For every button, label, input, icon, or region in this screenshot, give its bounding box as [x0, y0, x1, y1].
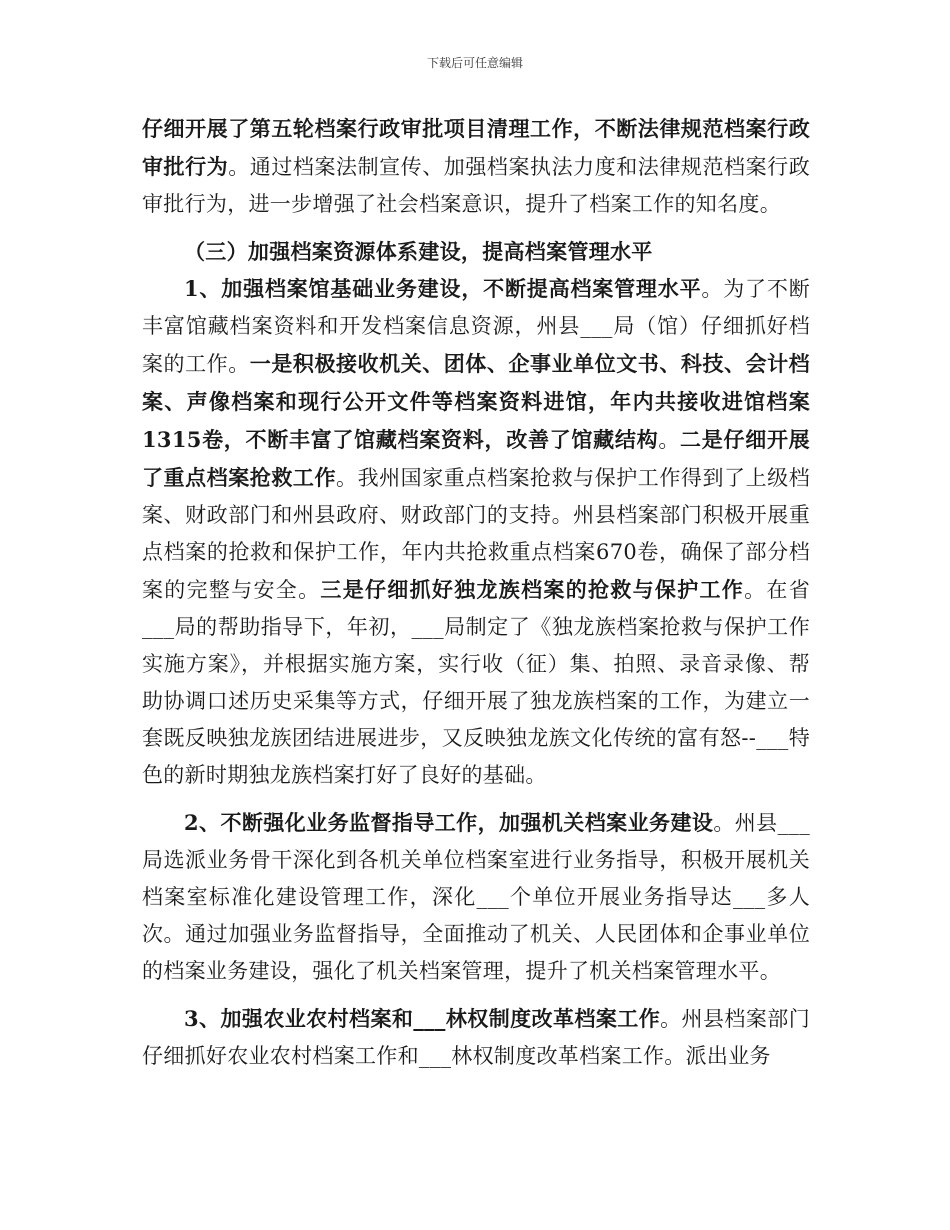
paragraph-text: 。在省___局的帮助指导下，年初，___局制定了《独龙族档案抢救与保护工作实施方案》，并根据实施方案，实行收（征）集、拍照、录音录像、帮助协调口述历史采集等方式，仔细开展了独龙族档案的工作，为建立一套既反映独龙族团结进展进步，又反映独龙族文化传统的富有怒--___特色的新时期独龙族档案打好了良好的基础。: [142, 578, 811, 787]
paragraph-text: 。通过档案法制宣传、加强档案执法力度和法律规范档案行政审批行为，进一步增强了社会档案意识，提升了档案工作的知名度。: [142, 155, 810, 216]
paragraph-bold-point-3: 三是仔细抓好独龙族档案的抢救与保护工作: [320, 577, 745, 602]
paragraph-text: 。为了不断丰富馆藏档案资料和开发档案信息资源，州县___局（馆）仔细抓好档案的工作。: [142, 277, 811, 376]
section-heading-3: （三）加强档案资源体系建设，提高档案管理水平: [184, 239, 653, 264]
paragraph-text: 。州县档案部门仔细抓好农业农村档案工作和___林权制度改革档案工作。派出业务: [142, 1007, 810, 1068]
paragraph-rural-archives: [142, 1000, 810, 1075]
paragraph-bold-point-1: 一是积极接收机关、团体、企事业单位文书、科技、会计档案、声像档案和现行公开文件等档案资料进馆，年内共接收进馆档案1315卷，不断丰富了馆藏档案资料，改善了馆藏结构: [142, 351, 810, 452]
paragraph-text: 。: [658, 428, 681, 452]
page-header: 下载后可任意编辑: [426, 56, 523, 70]
document-body: [142, 110, 810, 1075]
paragraph-text: 。州县___局选派业务骨干深化到各机关单位档案室进行业务指导，积极开展机关档案室标准化建设管理工作，深化___个单位开展业务指导达___多人次。通过加强业务监督指导，全面推动了机关、人民团体和企事业单位的档案业务建设，强化了机关档案管理，提升了机关档案管理水平。: [142, 811, 810, 983]
paragraph-approval-review: [142, 110, 810, 223]
paragraph-bold-point-2: 二是仔细开展了重点档案抢救工作: [142, 427, 810, 490]
paragraph-bold-lead: 1、加强档案馆基础业务建设，不断提高档案管理水平: [184, 276, 702, 301]
paragraph-bold-lead: 仔细开展了第五轮档案行政审批项目清理工作，不断法律规范档案行政审批行为: [142, 116, 810, 179]
paragraph-text: 。我州国家重点档案抢救与保护工作得到了上级档案、财政部门和州县政府、财政部门的支持。州县档案部门积极开展重点档案的抢救和保护工作，年内共抢救重点档案670卷，确保了部分档案的完整与安全。: [142, 466, 810, 602]
paragraph-bold-lead: 2、不断强化业务监督指导工作，加强机关档案业务建设: [184, 810, 714, 835]
paragraph-bold-lead: 3、加强农业农村档案和___林权制度改革档案工作: [184, 1006, 661, 1031]
paragraph-supervision-guidance: [142, 804, 810, 990]
paragraph-archive-foundation: [142, 270, 810, 794]
